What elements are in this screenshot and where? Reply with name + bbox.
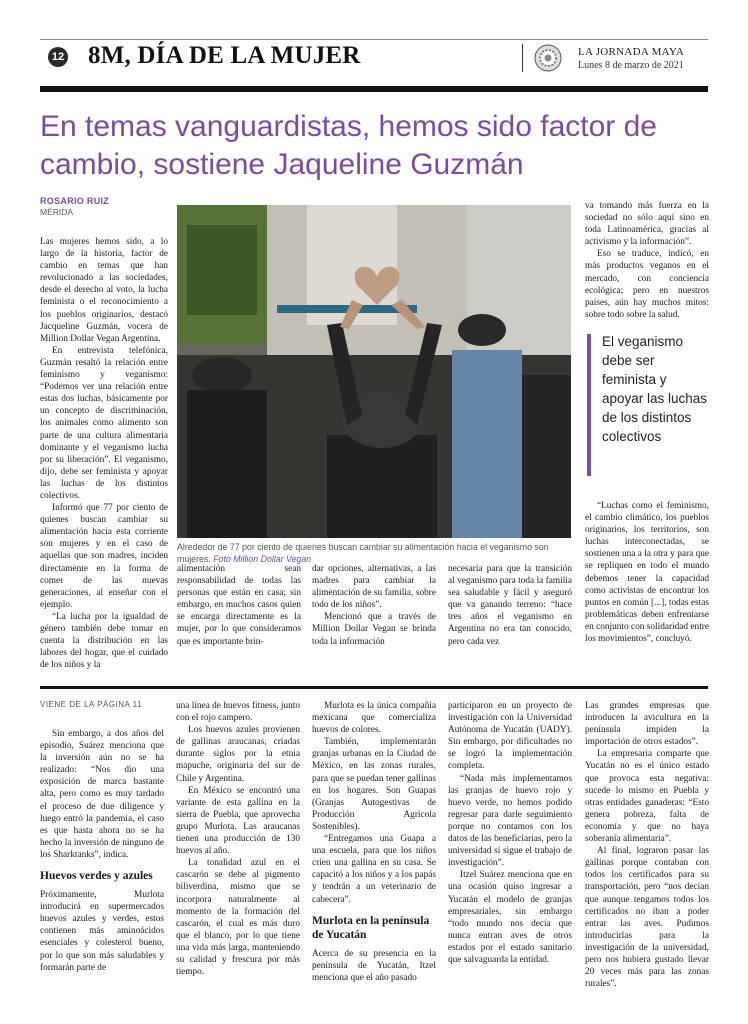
newspaper-logo-icon: [534, 44, 562, 72]
continued-column-2: [176, 700, 300, 978]
continued-column-3: [312, 700, 436, 984]
paragraph: Las mujeres hemos sido, a lo largo de la historia, factor de cambio en temas que han revolucionado a las sociedades, desde el derecho al voto, la lucha feminista o el reconocimiento a los pueblos originarios, destacó Jacqueline Guzmán, vocera de Million Dollar Vegan Argentina.: [40, 237, 168, 344]
paragraph: La tonalidad azul en el cascarón se debe al pigmento biliverdina, mismo que se incorpora naturalmente al momento de la formación del cascarón, el cual es más duro que el blanco, por lo que tiene una vida más larga, manteniendo su calidad y frescura por más tiempo.: [176, 858, 300, 978]
continued-column-4: [448, 700, 572, 966]
header-bottom-bar: [40, 86, 708, 92]
newspaper-name: LA JORNADA MAYA: [578, 46, 685, 58]
article-column-5-top: [585, 200, 709, 321]
header-top-rule: [40, 39, 708, 40]
article-headline: En temas vanguardistas, hemos sido factor de cambio, sostiene Jaqueline Guzmán: [40, 110, 657, 181]
paragraph: Los huevos azules provienen de gallinas araucanas, criadas durante siglos por la etnia mapuche, originaria del sur de Chile y Argentina.: [176, 725, 300, 784]
article-column-5-bottom: [585, 500, 709, 645]
paragraph: “Luchas como el feminismo, el cambio climático, los pueblos originarios, los territorios, son luchas interconectadas, se sostienen una a la otra y para que se repliquen en todo el mundo debemos tener la capacidad como activistas de encontrar los puntos en común [...], todas estas problemáticas deben enfrentarse en conjunto con solidaridad entre los movimientos”, concluyó.: [585, 501, 709, 645]
paragraph: Eso se traduce, indicó, en más productos veganos en el mercado, con conciencia ecológica; pero en nuestros países, aún hay muchos mitos: sobre todo sobre la salud.: [585, 249, 709, 320]
continued-column-5: [585, 700, 709, 990]
caption-text: Alrededor de 77 por ciento de quienes buscan cambiar su alimentación hacia el veganismo son mujeres.: [177, 542, 549, 564]
paragraph: En entrevista telefónica, Guzmán resaltó la relación entre feminismo y veganismo: “Podemos ver una relación entre estas dos luchas, básicamente por un concepto de discriminación, los animales como alimento son parte de una cultura alimentaria dominante y el veganismo lucha por su liberación”. El veganismo, dijo, debe ser feminista y apoyar las luchas de los distintos colectivos.: [40, 345, 168, 501]
continued-column-1: [40, 728, 164, 974]
paragraph: alimentación sean responsabilidad de todas las personas que están en casa; sin embargo, en muchos casos quien se encarga directamente es la mujer, por lo que consideramos que es importante brin-: [177, 564, 301, 647]
paragraph: “Entregamos una Guapa a una escuela, para que los niños críen una gallina en su casa. Se capacitó a los niños y a los papás y tendrán a un veterinario de cabecera”.: [312, 834, 436, 905]
article-column-1: [40, 236, 168, 671]
paragraph: participaron en un proyecto de investigación con la Universidad Autónoma de Yucatán (UADY). Sin embargo, por dificultades no se logró la implementación completa.: [448, 701, 572, 772]
paragraph: Acerca de su presencia en la península de Yucatán, Itzel menciona que el año pasado: [312, 948, 436, 983]
photo-caption: [177, 542, 571, 565]
article-author: ROSARIO RUIZ: [40, 196, 110, 206]
paragraph: Próximamente, Murlota introducirá en supermercados huevos azules y verdes, estos contienen más aminoácidos esenciales y colesterol bueno, por lo que son más saludables y formarán parte de: [40, 890, 164, 973]
article-photo: [177, 205, 571, 538]
paragraph: “La lucha por la igualdad de género también debe tomar en cuenta la distribución en las labores del hogar, que el cuidado de los niños y la: [40, 611, 168, 671]
paragraph: Al final, lograron pasar las gallinas porque contaban con todos los certificados para su transportación, pero “nos decían que aunque tengamos todos los certificados no iban a poder entrar las aves. Pudimos introducirlas para la investigación de la universidad, pero nos hubiera gustado llevar 20 veces más para las zonas rurales”.: [585, 846, 709, 990]
photo-credit: Foto Million Dollar Vegan: [213, 553, 312, 564]
subheading: Huevos verdes y azules: [40, 870, 153, 883]
paragraph: También, implementarán granjas urbanas en la Ciudad de México, en las zonas rurales, para que se puedan tener gallinas en los hogares. Son Guapas (Granjas Autogestivas de Producción Agrícola Sostenibles).: [312, 737, 436, 832]
paragraph: Sin embargo, a dos años del episodio, Suárez menciona que la inversión aún no se ha realizado: “Nos dio una exposición de marca bastante alta, pero como es muy tardado el proceso de due diligence y luego entró la pandemia, el caso es que hasta ahora no se ha hecho la inversión de ninguno de los Sharktanks”, indica.: [40, 729, 164, 860]
paragraph: La empresaria comparte que Yucatán no es el único estado que provoca esta negativa: sucede lo mismo en Puebla y otras entidades ganaderas: “Esto genera pobreza, falta de economía y que no haya soberanía alimentaria”.: [585, 749, 709, 845]
article-dateline: MÉRIDA: [40, 207, 74, 217]
article-column-4: [448, 563, 572, 648]
paragraph: dar opciones, alternativas, a las madres para cambiar la alimentación de su familia, sobre todo de los niños”.: [312, 564, 436, 611]
page-number: 12: [48, 47, 68, 67]
paragraph: Las grandes empresas que introducen la avicultura en la península impiden la importación de otros estados”.: [585, 701, 709, 748]
section-title: 8M, DÍA DE LA MUJER: [88, 42, 361, 69]
subheading: Murlota en la península de Yucatán: [312, 914, 430, 941]
paragraph: En México se encontró una variante de esta gallina en la sierra de Puebla, que aprovecha grupo Murlota. Las araucanas tienen una producción de 130 huevos al año.: [176, 785, 300, 857]
header-divider: [522, 44, 523, 72]
paragraph: Murlota es la única compañía mexicana que comercializa huevos de colores.: [312, 701, 436, 736]
paragraph: Mencionó que a través de Million Dollar Vegan se brinda toda la información: [312, 612, 436, 647]
paragraph: Informó que 77 por ciento de quienes buscan cambiar su alimentación hacia esta corriente son mujeres y en el caso de aquellas que son madres, inciden directamente en la forma de comer de las nuevas generaciones, al enseñar con el ejemplo.: [40, 503, 168, 610]
pull-quote: El veganismo debe ser feminista y apoyar las luchas de los distintos colectivos: [602, 334, 708, 444]
article-column-3: [312, 563, 436, 648]
paragraph: va tomando más fuerza en la sociedad no sólo aquí sino en toda Latinoamérica, gracias al activismo y la información”.: [585, 201, 709, 248]
issue-date: Lunes 8 de marzo de 2021: [578, 60, 684, 71]
continued-from-label: VIENE DE LA PÁGINA 11: [40, 700, 142, 709]
paragraph: “Nada más implementamos las granjas de huevo rojo y huevo verde, no hemos podido regresar para darle seguimiento porque no contamos con los datos de las beneficiarias, pero la universidad sí sigue el trabajo de investigación”.: [448, 773, 572, 869]
paragraph: Itzel Suárez menciona que en una ocasión quiso ingresar a Yucatán el modelo de granjas empresariales, sin embargo “todo mundo nos decía que nunca entran aves de otros estados por el estado sanitario que salvaguarda la entidad.: [448, 870, 572, 965]
pull-quote-bar: [587, 334, 591, 476]
section-divider: [40, 686, 708, 689]
article-column-2: [177, 563, 301, 648]
paragraph: necesaria para que la transición al veganismo para toda la familia sea saludable y fácil y aseguró que va ganando terreno: “hace tres años el veganismo en Argentina no era tan conocido, pero cada vez: [448, 564, 572, 647]
paragraph: una línea de huevos fitness, junto con el rojo campero.: [176, 701, 300, 724]
